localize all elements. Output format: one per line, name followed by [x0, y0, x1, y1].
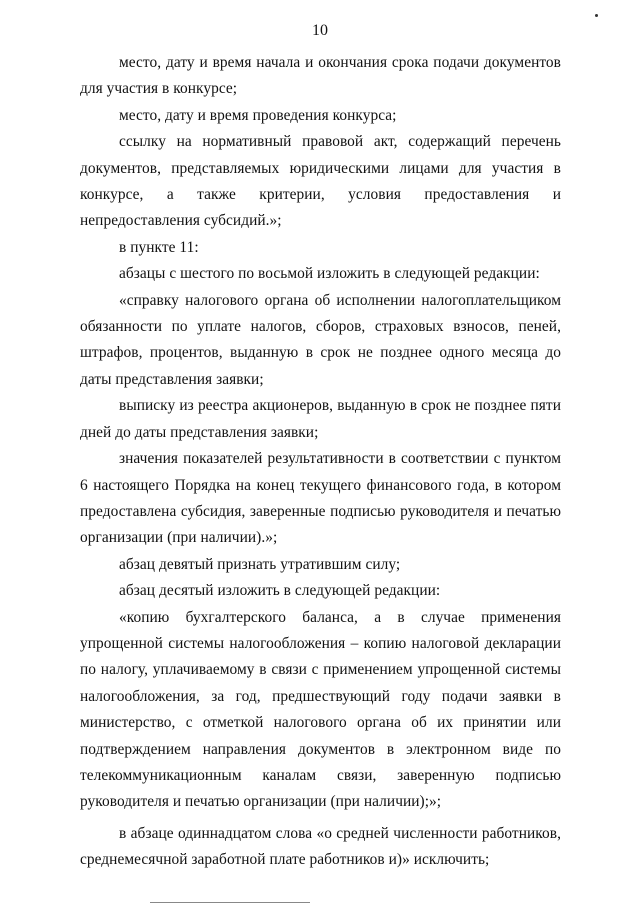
paragraph-abzac-9-void: абзац девятый признать утратившим силу; [119, 555, 401, 573]
paragraph-tax-certificate: «справку налогового органа об исполнении налогоплательщиком обязанности по уплате налогов, сборов, страховых взносов, пеней, штрафов, процентов, выданную в срок не позднее одного месяца до даты представления заявки; [80, 291, 561, 388]
paragraph-abzac-10-edit: абзац десятый изложить в следующей редакции: [119, 582, 441, 600]
paragraph-clause-11: в пункте 11: [119, 238, 199, 256]
scan-edge-line [150, 902, 310, 903]
paragraph-abzacy-6-8: абзацы с шестого по восьмой изложить в следующей редакции: [119, 265, 540, 283]
paragraph-legal-act-reference: ссылку на нормативный правовой акт, содержащий перечень документов, представляемых юридическими лицами для участия в конкурсе, а также критерии, условия предоставления и непредоставления субсидий.»; [80, 133, 561, 230]
paragraph-submission-period: место, дату и время начала и окончания срока подачи документов для участия в конкурсе; [80, 54, 561, 98]
document-body [80, 50, 561, 874]
scan-speck [595, 14, 598, 17]
paragraph-contest-venue: место, дату и время проведения конкурса; [119, 106, 397, 124]
paragraph-performance-indicators: значения показателей результативности в соответствии с пунктом 6 настоящего Порядка на конец текущего финансового года, в котором предоставлена субсидия, заверенные подписью руководителя и печатью организации (при наличии).»; [80, 450, 561, 547]
page-number: 10 [312, 22, 328, 39]
paragraph-shareholder-register: выписку из реестра акционеров, выданную в срок не позднее пяти дней до даты представления заявки; [80, 397, 561, 441]
paragraph-balance-sheet: «копию бухгалтерского баланса, а в случае применения упрощенной системы налогообложения – копию налоговой декларации по налогу, уплачиваемому в связи с применением упрощенной системы налогообложения, за год, предшествующий году подачи заявки в министерство, с отметкой налогового органа об их принятии или подтверждением направления документов в электронном виде по телекоммуникационным каналам связи, заверенную подписью руководителя и печатью организации (при наличии);»; [80, 608, 561, 811]
paragraph-abzac-11-exclude: в абзаце одиннадцатом слова «о средней численности работников, среднемесячной заработной плате работников и)» исключить; [80, 824, 561, 869]
